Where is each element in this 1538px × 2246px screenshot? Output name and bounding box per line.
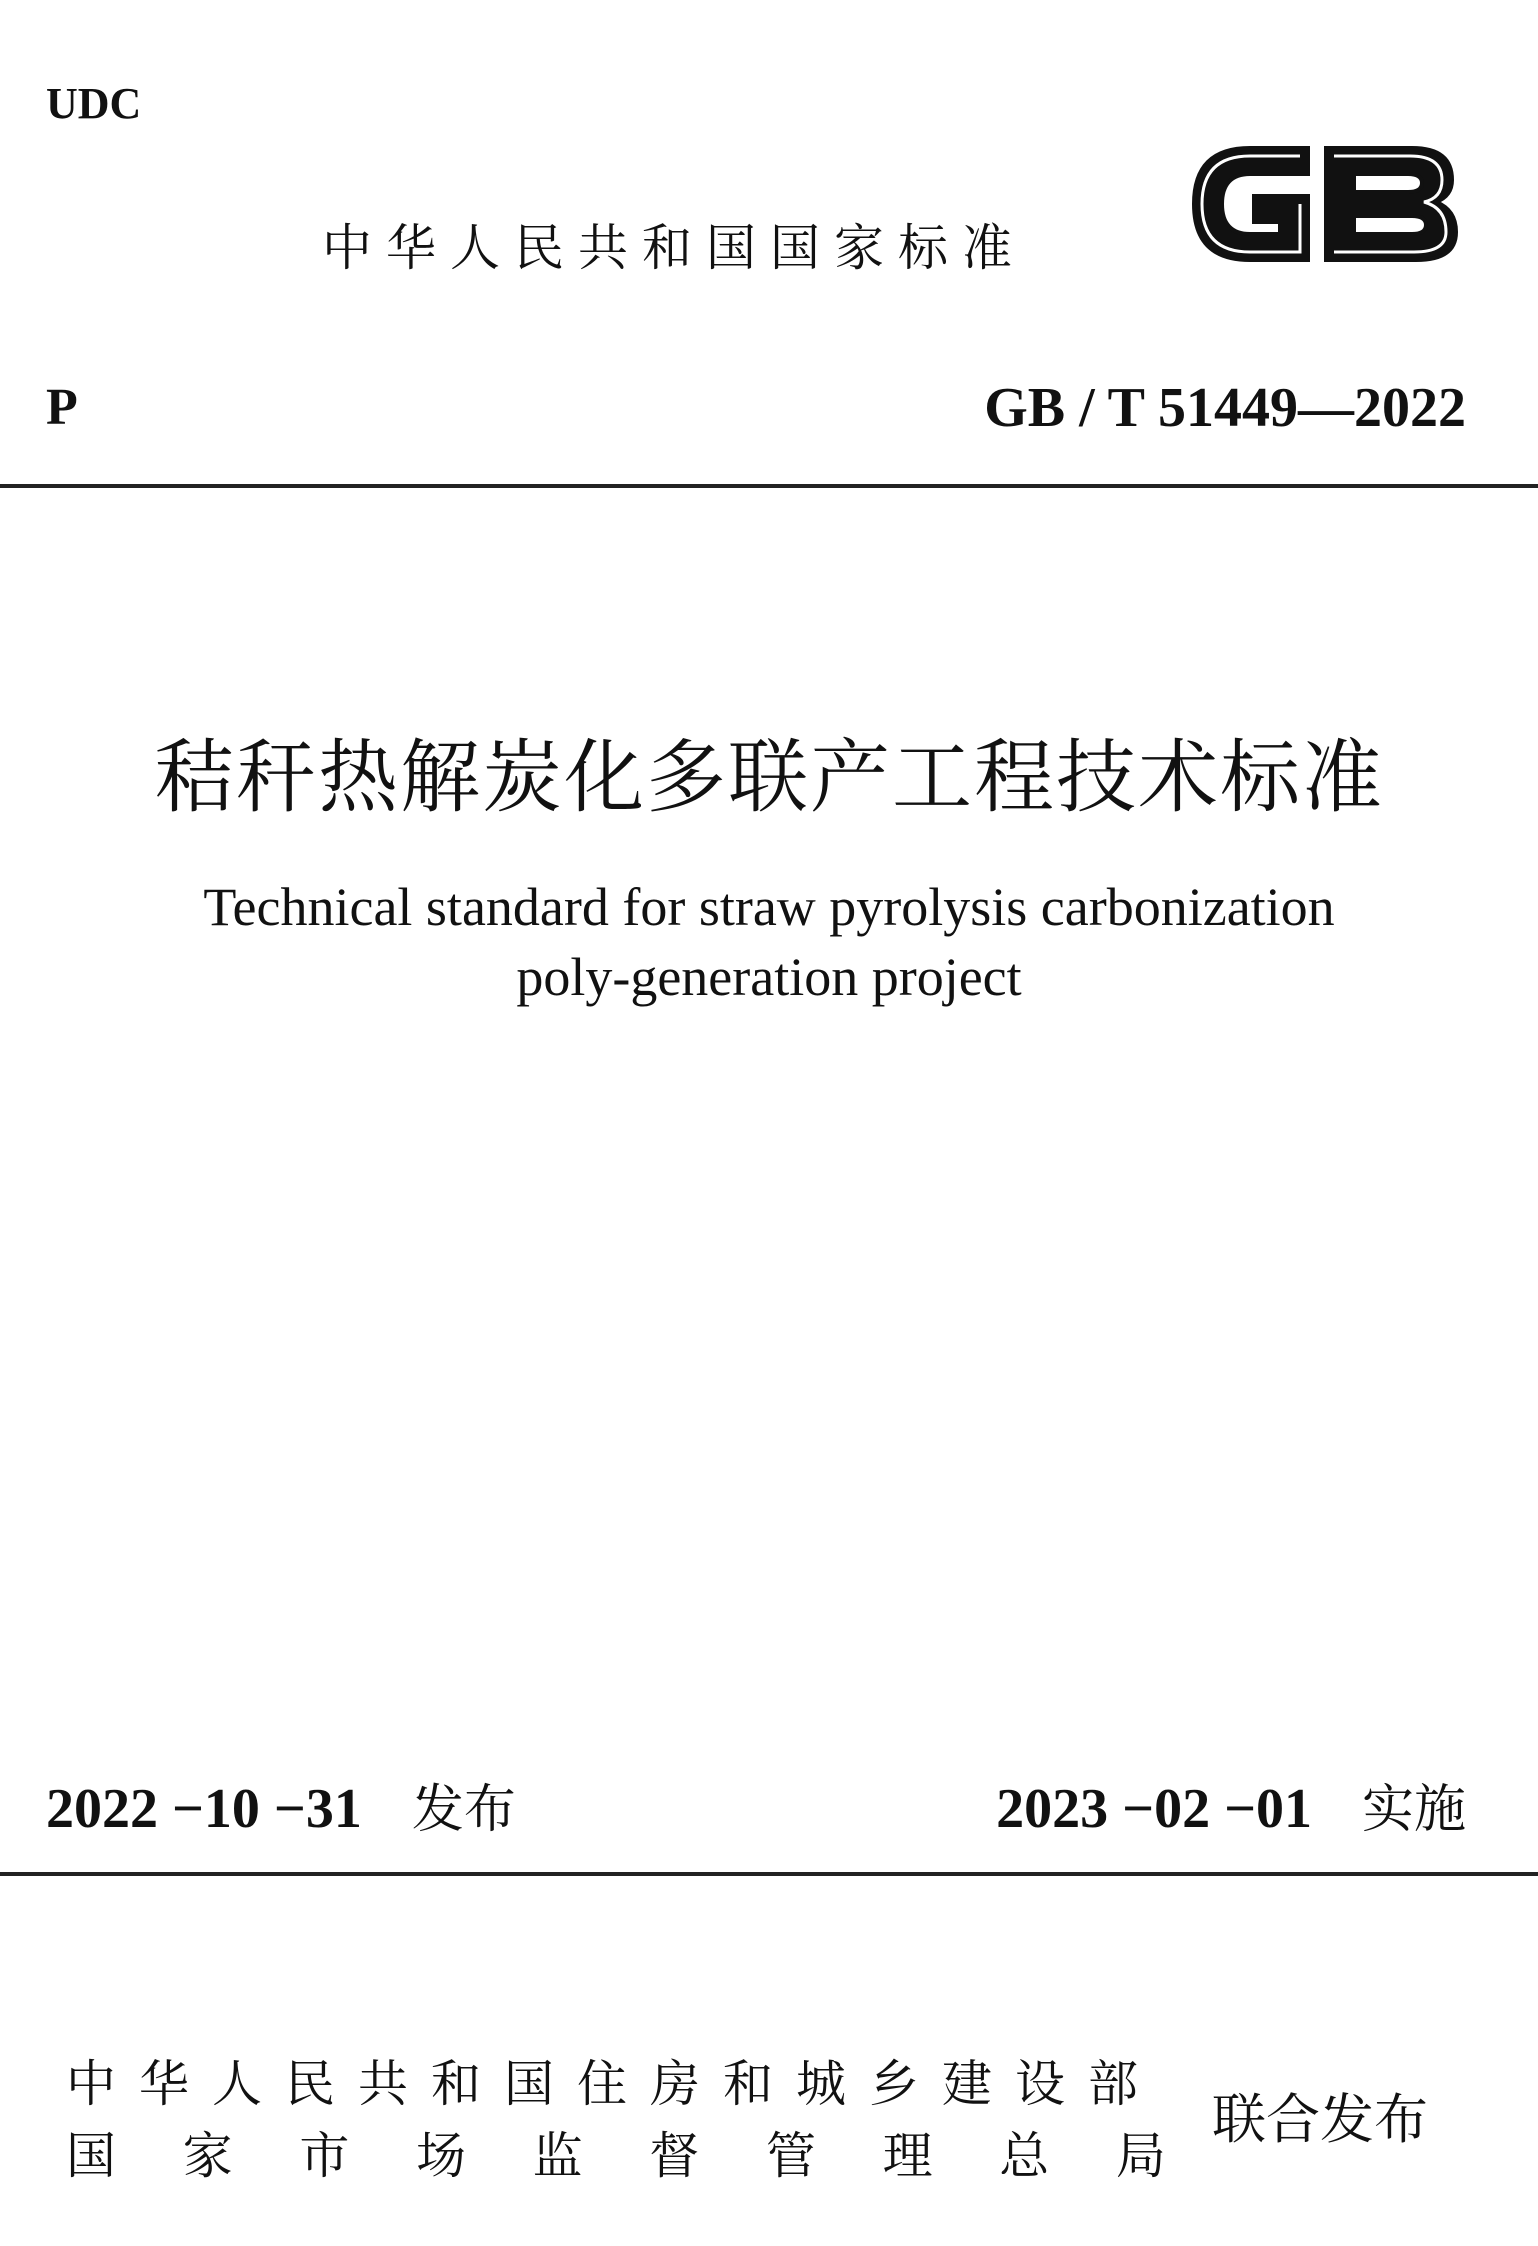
national-standard-heading: 中华人民共和国国家标准: [322, 219, 1026, 277]
issuer-samr-char: 国: [66, 2127, 116, 2185]
classification-code: P: [46, 379, 78, 436]
issuer-ministry: 中华人民共和国住房和城乡建设部: [66, 2055, 1161, 2113]
issuer-samr-char: 总: [999, 2127, 1050, 2185]
top-divider: [0, 484, 1538, 488]
issuer-samr-char: 市: [299, 2127, 350, 2185]
issuer-samr: [66, 2120, 1166, 2192]
title-chinese: 秸秆热解炭化多联产工程技术标准: [154, 731, 1384, 824]
issuer-samr-char: 理: [882, 2127, 933, 2185]
title-english-line-2: poly-generation project: [516, 947, 1022, 1007]
issue-date-block: [46, 1774, 516, 1845]
issue-label: 发布: [411, 1780, 516, 1840]
udc-label: UDC: [46, 79, 142, 128]
implementation-date-block: [996, 1774, 1466, 1845]
issue-date: 2022 −10 −31: [46, 1778, 362, 1840]
issuer-samr-char: 家: [182, 2127, 233, 2185]
issuer-samr-char: 管: [765, 2127, 816, 2185]
issuer-samr-char: 场: [415, 2127, 466, 2185]
issuer-samr-char: 监: [532, 2127, 583, 2185]
joint-release-label: 联合发布: [1212, 2088, 1428, 2151]
title-english: [0, 872, 1538, 1012]
gb-logo: [1180, 130, 1468, 278]
bottom-divider: [0, 1872, 1538, 1876]
standard-number: GB / T 51449—2022: [984, 377, 1466, 439]
issuer-samr-char: 督: [649, 2127, 700, 2185]
issuer-samr-char: 局: [1115, 2127, 1166, 2185]
implementation-date: 2023 −02 −01: [996, 1778, 1312, 1840]
implementation-label: 实施: [1361, 1780, 1466, 1840]
gb-logo-g: [1194, 148, 1308, 260]
title-english-line-1: Technical standard for straw pyrolysis carbonization: [203, 877, 1335, 937]
